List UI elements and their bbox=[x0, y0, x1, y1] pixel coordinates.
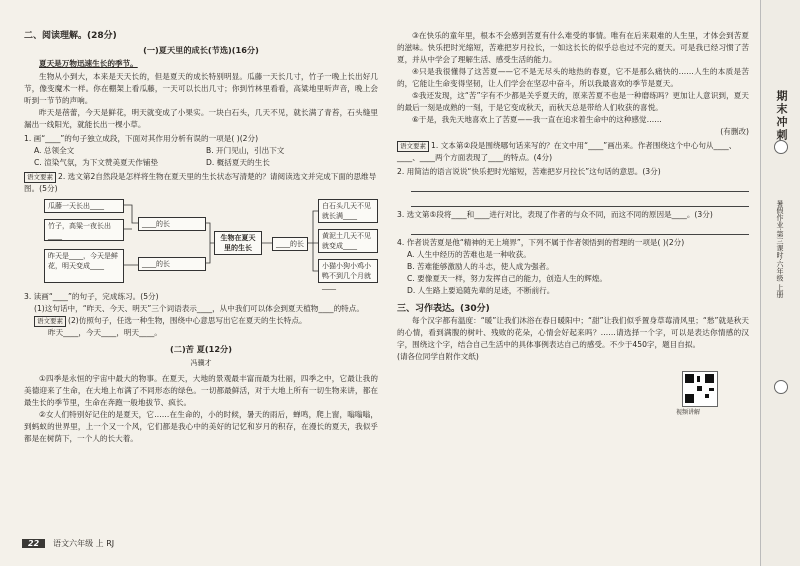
qr-code-icon[interactable] bbox=[682, 371, 718, 407]
answer-line[interactable] bbox=[411, 194, 749, 207]
book-label: 语文六年级 上 RJ bbox=[53, 539, 115, 548]
answer-line[interactable] bbox=[411, 179, 749, 192]
passage1-title: (一)夏天里的成长(节选)(16分) bbox=[143, 45, 259, 55]
page-footer bbox=[22, 538, 114, 549]
answer-line[interactable] bbox=[411, 222, 749, 235]
mind-right-mid[interactable]: ____的长 bbox=[272, 237, 308, 251]
source-note: (有删改) bbox=[720, 127, 749, 136]
passage2-para5: ⑤我还发现，这“苦”字有不少都是关乎夏天的，原来苦夏不也是一种磨练吗？更加让人意识到，夏天的最后一刻是成熟的一刻，于是它变成秋天，而秋天总是带给人们收获的喜悦。 bbox=[397, 91, 749, 112]
passage2-para1: ①四季是永恒的宇宙中最大的物事。在夏天，大地的景观最丰富而最为壮丽，四季之中，它最让我的美德迎来了生命，在大地上布满了不同形态的绿色。一切都最鲜活，对于大地上所有一切生物来讲，都在最生长的季节里，生命在奔跑一般地拔节、疯长。 bbox=[24, 374, 378, 407]
tag-icon: 语文要素 bbox=[24, 172, 56, 183]
option-d[interactable]: D. 概括夏天的生长 bbox=[206, 158, 270, 167]
passage1-para1: 生物从小到大，本来是天天长的，但是夏天的成长特别明显。瓜藤一天长几寸，竹子一晚上长出好几节，像变魔术一样。你在棚架上看瓜藤，一天可以长出几寸；你到竹林里看看，高粱地里听声音，晚上会听到一节节的声响。 bbox=[24, 72, 378, 105]
page-number: 22 bbox=[22, 539, 45, 548]
left-column bbox=[24, 0, 378, 445]
question-1: 1. 画“____”的句子独立成段，下面对其作用分析有误的一项是( )(2分) bbox=[24, 134, 259, 143]
option-a[interactable]: A. 总领全文 bbox=[34, 146, 75, 155]
passage2-para6: ⑥于是，我先天地喜欢上了苦夏——我一直在追求着生命中的这种感觉…… bbox=[412, 115, 662, 124]
option-b[interactable]: B. 苦难能够激励人的斗志，使人成为强者。 bbox=[407, 262, 554, 271]
mind-map-connectors bbox=[38, 199, 392, 289]
question-p2-3: 3. 选文第⑤段将____和____进行对比，表现了作者的与众不同，而这不同的原因是____。(3分) bbox=[397, 210, 713, 219]
question-1-options bbox=[24, 145, 378, 169]
binding-hole-icon bbox=[774, 380, 788, 394]
option-c[interactable]: C. 渲染气氛，为下文赞美夏天作铺垫 bbox=[34, 158, 159, 167]
passage2-author: 冯骥才 bbox=[190, 359, 212, 367]
mind-center: 生物在夏天里的生长 bbox=[214, 231, 262, 255]
question-p2-4-options bbox=[397, 249, 749, 297]
qr-label: 视频讲解 bbox=[676, 409, 701, 416]
section-writing-title: 三、习作表达。(30分) bbox=[397, 304, 490, 314]
question-p2-2: 2. 用简洁的语言说说“快乐把时光缩短，苦难把岁月拉长”这句话的意思。(3分) bbox=[397, 167, 661, 176]
mind-left-3[interactable]: 昨天是____，今天是鲜花，明天变成____ bbox=[44, 249, 124, 283]
question-3-2: 语文要素 (2)仿照句子，任选一种生物，围绕中心意思写出它在夏天的生长特点。 bbox=[24, 315, 378, 327]
passage2-para4: ④只是我很懂得了这苦夏——它不是无尽头的地热的春夏，它不是那么痛快的……人生的本质是苦的，它能让生命变得坚韧，让人们学会在坚忍中奋斗，所以我最喜欢的季节是夏天。 bbox=[397, 67, 749, 88]
passage1-lead: 夏天是万物迅速生长的季节。 bbox=[39, 59, 138, 68]
question-2: 语文要素 2. 选文第2自然段是怎样将生物在夏天里的生长状态写清楚的？请阅读选文并完成下面的思维导图。(5分) bbox=[24, 172, 377, 193]
mind-map bbox=[38, 199, 378, 289]
question-3-1: (1)这句话中，“昨天、今天、明天”三个词语表示____，从中我们可以体会到夏天植物____的特点。 bbox=[34, 304, 364, 313]
mind-right-1[interactable]: 白石头几天不见就长满____ bbox=[318, 199, 378, 223]
section-reading-title: 二、阅读理解。(28分) bbox=[24, 31, 117, 41]
right-column bbox=[397, 0, 749, 363]
option-d[interactable]: D. 人生路上要追随先辈的足迹，不断前行。 bbox=[407, 286, 555, 295]
sidebar-title: 期末冲刺 bbox=[775, 90, 788, 142]
passage2-para2: ②女人们特别好记住的是夏天，它……在生命的，小的时候，暑天的雨后，蝉鸣，爬上窗，嗡嗡嗡，到蚂蚁的世界里，上一个又一个风，它们都是我心中的美好的记忆和岁月的积存，在漫长的夏天，我似乎都是在树荫下，一个人的长大着。 bbox=[24, 410, 378, 443]
essay-prompt: 每个汉字都有温度：“暖”让我们沐浴在春日暖阳中；“甜”让我们似乎置身草莓清风里；“愁”就是秋天的心情，看到满腹的树叶、残败的花朵，心情会好起来吗？……请选择一个字，可以是表达你情感的汉字，围绕这个字，结合自己生活中的具体事例表达自己的感受。不少于450字，题目自拟。 bbox=[397, 316, 749, 349]
mind-right-2[interactable]: 黄泥土几天不见就变成____ bbox=[318, 229, 378, 253]
mind-left-1[interactable]: 瓜藤一天长出____ bbox=[44, 199, 124, 213]
side-binding bbox=[760, 0, 800, 566]
essay-note: (请各位同学自附作文纸) bbox=[397, 352, 479, 361]
tag-icon: 语文要素 bbox=[397, 141, 429, 152]
option-c[interactable]: C. 要像夏天一样，努力发挥自己的能力，创造人生的辉煌。 bbox=[407, 274, 607, 283]
sidebar-subtitle: 暑假作业·第三课时·六年级 上册 bbox=[776, 200, 784, 298]
option-b[interactable]: B. 开门见山，引出下文 bbox=[206, 146, 285, 155]
question-p2-4: 4. 作者说苦夏是他“精神的无上境界”，下列不属于作者领悟到的哲理的一项是( )(2分) bbox=[397, 238, 685, 247]
mind-mid-2[interactable]: ____的长 bbox=[138, 257, 206, 271]
question-3-fill[interactable]: 昨天____，今天____，明天____。 bbox=[48, 328, 162, 337]
mind-left-2[interactable]: 竹子，高粱一夜长出____ bbox=[44, 219, 124, 241]
mind-mid-1[interactable]: ____的长 bbox=[138, 217, 206, 231]
binding-hole-icon bbox=[774, 140, 788, 154]
passage1-para2: 昨天是蓓蕾，今天是鲜花，明天就变成了小果实。一块白石头，几天不见，就长满了青苔，石头缝里漏出一线阳光，就能长出一棵小草。 bbox=[24, 108, 378, 129]
passage2-para3: ③在快乐的童年里，根本不会感到苦夏有什么难受的事情。唯有在后来艰难的人生里，才体会到苦夏的滋味。快乐把时光缩短，苦难把岁月拉长，一如这长长的似乎总也过不完的夏天。可是我已经习惯了苦夏，并从中学会了理解生活、感受生活的能力。 bbox=[397, 31, 749, 64]
mind-right-3[interactable]: 小猫小狗小鸡小鸭不到几个月就____ bbox=[318, 259, 378, 283]
option-a[interactable]: A. 人生中经历的苦难也是一种收获。 bbox=[407, 250, 531, 259]
question-p2-1: 语文要素 1. 文本第②段是围绕哪句话来写的？在文中用“____”画出来。作者围绕这个中心句从____、____、____两个方面表现了____的特点。(4分) bbox=[397, 141, 737, 162]
tag-icon: 语文要素 bbox=[34, 316, 66, 327]
question-3: 3. 读画“____”的句子，完成练习。(5分) bbox=[24, 292, 159, 301]
passage2-title: (二)苦 夏(12分) bbox=[170, 344, 232, 354]
